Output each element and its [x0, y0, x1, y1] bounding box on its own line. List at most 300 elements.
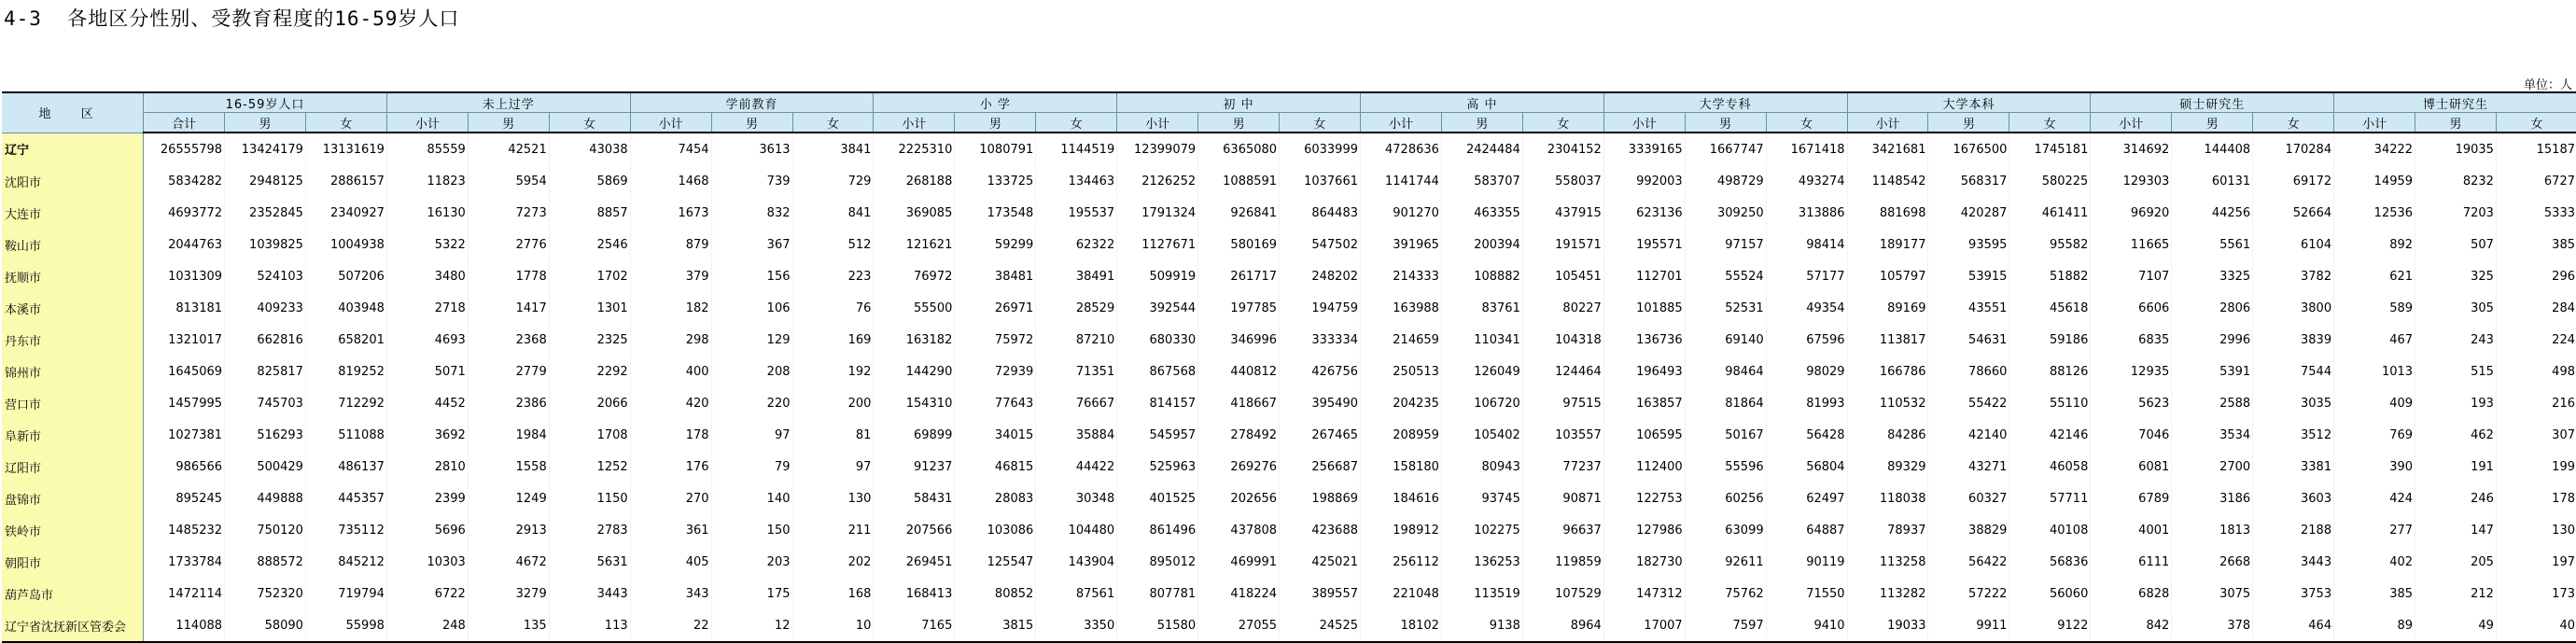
sub-header: 女: [1766, 113, 1847, 133]
value-cell: 51580: [1117, 609, 1198, 642]
value-cell: 2386: [468, 387, 549, 419]
value-cell: 84286: [1847, 419, 1928, 451]
value-cell: 147: [2415, 514, 2497, 546]
value-cell: 44422: [1036, 451, 1117, 482]
table-row: [2, 578, 2576, 609]
value-cell: 83761: [1441, 292, 1522, 324]
value-cell: 133725: [955, 165, 1036, 197]
value-cell: 1249: [468, 482, 549, 514]
value-cell: 1321017: [144, 324, 225, 356]
value-cell: 44256: [2172, 197, 2253, 229]
value-cell: 2948125: [225, 165, 306, 197]
value-cell: 1148542: [1847, 165, 1928, 197]
region-cell: 辽宁: [2, 133, 144, 165]
value-cell: 43551: [1928, 292, 2009, 324]
value-cell: 8964: [1522, 609, 1603, 642]
sub-header: 男: [1685, 113, 1766, 133]
value-cell: 62497: [1766, 482, 1847, 514]
value-cell: 623136: [1603, 197, 1685, 229]
value-cell: 269276: [1198, 451, 1280, 482]
value-cell: 525963: [1117, 451, 1198, 482]
value-cell: 124464: [1522, 356, 1603, 387]
sub-header: 女: [1036, 113, 1117, 133]
value-cell: 76667: [1036, 387, 1117, 419]
table-row: [2, 197, 2576, 229]
value-cell: 2188: [2253, 514, 2334, 546]
sub-header: 女: [305, 113, 386, 133]
value-cell: 76972: [874, 260, 955, 292]
value-cell: 278492: [1198, 419, 1280, 451]
value-cell: 296: [2496, 260, 2576, 292]
value-cell: 108882: [1441, 260, 1522, 292]
value-cell: 621: [2334, 260, 2415, 292]
value-cell: 813181: [144, 292, 225, 324]
value-cell: 129: [711, 324, 792, 356]
value-cell: 992003: [1603, 165, 1685, 197]
value-cell: 325: [2415, 260, 2497, 292]
sub-header: 小计: [1603, 113, 1685, 133]
value-cell: 34015: [955, 419, 1036, 451]
value-cell: 12399079: [1117, 133, 1198, 165]
value-cell: 12: [711, 609, 792, 642]
region-cell: 阜新市: [2, 419, 144, 451]
value-cell: 4693: [386, 324, 468, 356]
value-cell: 101885: [1603, 292, 1685, 324]
table-row: [2, 165, 2576, 197]
value-cell: 256687: [1280, 451, 1361, 482]
value-cell: 197: [2496, 546, 2576, 578]
value-cell: 192: [792, 356, 874, 387]
group-header: 16-59岁人口: [144, 92, 387, 113]
value-cell: 200: [792, 387, 874, 419]
value-cell: 881698: [1847, 197, 1928, 229]
sub-header: 小计: [2091, 113, 2172, 133]
value-cell: 2886157: [305, 165, 386, 197]
value-cell: 173548: [955, 197, 1036, 229]
value-cell: 127986: [1603, 514, 1685, 546]
value-cell: 1558: [468, 451, 549, 482]
value-cell: 861496: [1117, 514, 1198, 546]
value-cell: 12935: [2091, 356, 2172, 387]
value-cell: 1417: [468, 292, 549, 324]
region-cell: 铁岭市: [2, 514, 144, 546]
value-cell: 87210: [1036, 324, 1117, 356]
value-cell: 1791324: [1117, 197, 1198, 229]
sub-header: 男: [2172, 113, 2253, 133]
value-cell: 144408: [2172, 133, 2253, 165]
value-cell: 97: [711, 419, 792, 451]
value-cell: 926841: [1198, 197, 1280, 229]
value-cell: 3443: [2253, 546, 2334, 578]
value-cell: 5631: [549, 546, 630, 578]
value-cell: 3186: [2172, 482, 2253, 514]
value-cell: 9911: [1928, 609, 2009, 642]
value-cell: 1667747: [1685, 133, 1766, 165]
value-cell: 69899: [874, 419, 955, 451]
value-cell: 104318: [1522, 324, 1603, 356]
value-cell: 346996: [1198, 324, 1280, 356]
value-cell: 395490: [1280, 387, 1361, 419]
value-cell: 401525: [1117, 482, 1198, 514]
value-cell: 246: [2415, 482, 2497, 514]
sub-header: 女: [1522, 113, 1603, 133]
value-cell: 507: [2415, 229, 2497, 260]
value-cell: 1813: [2172, 514, 2253, 546]
value-cell: 55524: [1685, 260, 1766, 292]
region-cell: 朝阳市: [2, 546, 144, 578]
value-cell: 78937: [1847, 514, 1928, 546]
value-cell: 81864: [1685, 387, 1766, 419]
region-cell: 葫芦岛市: [2, 578, 144, 609]
table-row: [2, 546, 2576, 578]
value-cell: 205: [2415, 546, 2497, 578]
value-cell: 7165: [874, 609, 955, 642]
value-cell: 1745181: [2009, 133, 2091, 165]
value-cell: 93745: [1441, 482, 1522, 514]
value-cell: 113817: [1847, 324, 1928, 356]
value-cell: 5333: [2496, 197, 2576, 229]
table-row: [2, 260, 2576, 292]
value-cell: 5834282: [144, 165, 225, 197]
value-cell: 769: [2334, 419, 2415, 451]
value-cell: 163182: [874, 324, 955, 356]
value-cell: 425021: [1280, 546, 1361, 578]
value-cell: 369085: [874, 197, 955, 229]
value-cell: 3782: [2253, 260, 2334, 292]
value-cell: 4001: [2091, 514, 2172, 546]
sub-header: 男: [225, 113, 306, 133]
value-cell: 221048: [1361, 578, 1442, 609]
value-cell: 367: [711, 229, 792, 260]
value-cell: 284: [2496, 292, 2576, 324]
value-cell: 1004938: [305, 229, 386, 260]
value-cell: 51882: [2009, 260, 2091, 292]
value-cell: 80227: [1522, 292, 1603, 324]
value-cell: 1984: [468, 419, 549, 451]
value-cell: 986566: [144, 451, 225, 482]
value-cell: 1141744: [1361, 165, 1442, 197]
value-cell: 712292: [305, 387, 386, 419]
value-cell: 658201: [305, 324, 386, 356]
value-cell: 1702: [549, 260, 630, 292]
value-cell: 1150: [549, 482, 630, 514]
value-cell: 832: [711, 197, 792, 229]
value-cell: 113282: [1847, 578, 1928, 609]
value-cell: 2044763: [144, 229, 225, 260]
sub-header: 小计: [2334, 113, 2415, 133]
value-cell: 1301: [549, 292, 630, 324]
value-cell: 176: [630, 451, 711, 482]
value-cell: 168413: [874, 578, 955, 609]
value-cell: 75972: [955, 324, 1036, 356]
value-cell: 385: [2334, 578, 2415, 609]
value-cell: 195537: [1036, 197, 1117, 229]
value-cell: 1013: [2334, 356, 2415, 387]
value-cell: 98029: [1766, 356, 1847, 387]
value-cell: 6606: [2091, 292, 2172, 324]
value-cell: 3603: [2253, 482, 2334, 514]
value-cell: 140: [711, 482, 792, 514]
value-cell: 197785: [1198, 292, 1280, 324]
value-cell: 568317: [1928, 165, 2009, 197]
group-header: 未上过学: [386, 92, 630, 113]
value-cell: 202656: [1198, 482, 1280, 514]
value-cell: 589: [2334, 292, 2415, 324]
value-cell: 212: [2415, 578, 2497, 609]
value-cell: 464: [2253, 609, 2334, 642]
value-cell: 7046: [2091, 419, 2172, 451]
value-cell: 5561: [2172, 229, 2253, 260]
value-cell: 2066: [549, 387, 630, 419]
value-cell: 3035: [2253, 387, 2334, 419]
value-cell: 184616: [1361, 482, 1442, 514]
value-cell: 38829: [1928, 514, 2009, 546]
value-cell: 80943: [1441, 451, 1522, 482]
value-cell: 277: [2334, 514, 2415, 546]
value-cell: 1472114: [144, 578, 225, 609]
value-cell: 409: [2334, 387, 2415, 419]
value-cell: 2424484: [1441, 133, 1522, 165]
value-cell: 426756: [1280, 356, 1361, 387]
sub-header: 男: [2415, 113, 2497, 133]
value-cell: 333334: [1280, 324, 1361, 356]
value-cell: 3421681: [1847, 133, 1928, 165]
value-cell: 248202: [1280, 260, 1361, 292]
value-cell: 1252: [549, 451, 630, 482]
education-population-table: [2, 91, 2576, 643]
value-cell: 92611: [1685, 546, 1766, 578]
value-cell: 71550: [1766, 578, 1847, 609]
value-cell: 1144519: [1036, 133, 1117, 165]
value-cell: 60256: [1685, 482, 1766, 514]
value-cell: 3350: [1036, 609, 1117, 642]
value-cell: 6111: [2091, 546, 2172, 578]
value-cell: 113: [549, 609, 630, 642]
value-cell: 7107: [2091, 260, 2172, 292]
value-cell: 558037: [1522, 165, 1603, 197]
value-cell: 1645069: [144, 356, 225, 387]
value-cell: 72939: [955, 356, 1036, 387]
value-cell: 248: [386, 609, 468, 642]
value-cell: 71351: [1036, 356, 1117, 387]
value-cell: 2340927: [305, 197, 386, 229]
region-cell: 营口市: [2, 387, 144, 419]
value-cell: 3381: [2253, 451, 2334, 482]
value-cell: 5391: [2172, 356, 2253, 387]
value-cell: 163857: [1603, 387, 1685, 419]
value-cell: 1457995: [144, 387, 225, 419]
value-cell: 58431: [874, 482, 955, 514]
value-cell: 13131619: [305, 133, 386, 165]
sub-header: 女: [549, 113, 630, 133]
value-cell: 3339165: [1603, 133, 1685, 165]
value-cell: 892: [2334, 229, 2415, 260]
region-cell: 锦州市: [2, 356, 144, 387]
value-cell: 56060: [2009, 578, 2091, 609]
value-cell: 269451: [874, 546, 955, 578]
value-cell: 462: [2415, 419, 2497, 451]
sub-header: 女: [2009, 113, 2091, 133]
value-cell: 45618: [2009, 292, 2091, 324]
value-cell: 389557: [1280, 578, 1361, 609]
value-cell: 6828: [2091, 578, 2172, 609]
value-cell: 6789: [2091, 482, 2172, 514]
value-cell: 461411: [2009, 197, 2091, 229]
value-cell: 113258: [1847, 546, 1928, 578]
value-cell: 2913: [468, 514, 549, 546]
value-cell: 200394: [1441, 229, 1522, 260]
value-cell: 1733784: [144, 546, 225, 578]
value-cell: 19035: [2415, 133, 2497, 165]
value-cell: 196493: [1603, 356, 1685, 387]
value-cell: 3753: [2253, 578, 2334, 609]
value-cell: 298: [630, 324, 711, 356]
value-cell: 2588: [2172, 387, 2253, 419]
value-cell: 6104: [2253, 229, 2334, 260]
sub-header: 女: [2253, 113, 2334, 133]
value-cell: 195571: [1603, 229, 1685, 260]
value-cell: 3841: [792, 133, 874, 165]
value-cell: 418667: [1198, 387, 1280, 419]
value-cell: 2546: [549, 229, 630, 260]
value-cell: 169: [792, 324, 874, 356]
sub-header: 小计: [1361, 113, 1442, 133]
value-cell: 211: [792, 514, 874, 546]
value-cell: 6722: [386, 578, 468, 609]
value-cell: 40108: [2009, 514, 2091, 546]
table-body: [2, 133, 2576, 642]
value-cell: 1673: [630, 197, 711, 229]
value-cell: 125547: [955, 546, 1036, 578]
value-cell: 2700: [2172, 451, 2253, 482]
value-cell: 189177: [1847, 229, 1928, 260]
header-sub-row: [2, 113, 2576, 133]
value-cell: 80852: [955, 578, 1036, 609]
table-row: [2, 451, 2576, 482]
value-cell: 268188: [874, 165, 955, 197]
value-cell: 7597: [1685, 609, 1766, 642]
value-cell: 7273: [468, 197, 549, 229]
value-cell: 13424179: [225, 133, 306, 165]
value-cell: 379: [630, 260, 711, 292]
value-cell: 1027381: [144, 419, 225, 451]
value-cell: 9410: [1766, 609, 1847, 642]
value-cell: 182: [630, 292, 711, 324]
value-cell: 42140: [1928, 419, 2009, 451]
value-cell: 305: [2415, 292, 2497, 324]
value-cell: 97515: [1522, 387, 1603, 419]
value-cell: 49354: [1766, 292, 1847, 324]
region-cell: 沈阳市: [2, 165, 144, 197]
table-row: [2, 229, 2576, 260]
value-cell: 58090: [225, 609, 306, 642]
value-cell: 8232: [2415, 165, 2497, 197]
value-cell: 150: [711, 514, 792, 546]
sub-header: 男: [955, 113, 1036, 133]
value-cell: 420: [630, 387, 711, 419]
value-cell: 1127671: [1117, 229, 1198, 260]
value-cell: 15187: [2496, 133, 2576, 165]
value-cell: 392544: [1117, 292, 1198, 324]
value-cell: 901270: [1361, 197, 1442, 229]
value-cell: 6365080: [1198, 133, 1280, 165]
value-cell: 5869: [549, 165, 630, 197]
value-cell: 178: [2496, 482, 2576, 514]
value-cell: 16130: [386, 197, 468, 229]
value-cell: 2776: [468, 229, 549, 260]
value-cell: 888572: [225, 546, 306, 578]
value-cell: 343: [630, 578, 711, 609]
value-cell: 22: [630, 609, 711, 642]
value-cell: 105451: [1522, 260, 1603, 292]
value-cell: 680330: [1117, 324, 1198, 356]
value-cell: 469991: [1198, 546, 1280, 578]
value-cell: 198869: [1280, 482, 1361, 514]
value-cell: 3534: [2172, 419, 2253, 451]
value-cell: 423688: [1280, 514, 1361, 546]
value-cell: 34222: [2334, 133, 2415, 165]
value-cell: 89: [2334, 609, 2415, 642]
value-cell: 64887: [1766, 514, 1847, 546]
value-cell: 119859: [1522, 546, 1603, 578]
value-cell: 5322: [386, 229, 468, 260]
value-cell: 191571: [1522, 229, 1603, 260]
sub-header: 女: [2496, 113, 2576, 133]
value-cell: 90119: [1766, 546, 1847, 578]
value-cell: 7203: [2415, 197, 2497, 229]
value-cell: 6081: [2091, 451, 2172, 482]
sub-header: 小计: [630, 113, 711, 133]
value-cell: 77237: [1522, 451, 1603, 482]
value-cell: 105797: [1847, 260, 1928, 292]
value-cell: 825817: [225, 356, 306, 387]
value-cell: 207566: [874, 514, 955, 546]
value-cell: 199: [2496, 451, 2576, 482]
value-cell: 107529: [1522, 578, 1603, 609]
value-cell: 867568: [1117, 356, 1198, 387]
value-cell: 405: [630, 546, 711, 578]
value-cell: 524103: [225, 260, 306, 292]
value-cell: 402: [2334, 546, 2415, 578]
sub-header: 女: [1280, 113, 1361, 133]
sub-header: 小计: [1117, 113, 1198, 133]
sub-header: 小计: [1847, 113, 1928, 133]
value-cell: 270: [630, 482, 711, 514]
group-header: 大学本科: [1847, 92, 2091, 113]
value-cell: 14959: [2334, 165, 2415, 197]
value-cell: 77643: [955, 387, 1036, 419]
value-cell: 55998: [305, 609, 386, 642]
value-cell: 735112: [305, 514, 386, 546]
value-cell: 88126: [2009, 356, 2091, 387]
group-header: 大学专科: [1603, 92, 1847, 113]
value-cell: 75762: [1685, 578, 1766, 609]
value-cell: 130: [2496, 514, 2576, 546]
value-cell: 1088591: [1198, 165, 1280, 197]
value-cell: 50167: [1685, 419, 1766, 451]
value-cell: 250513: [1361, 356, 1442, 387]
value-cell: 3800: [2253, 292, 2334, 324]
value-cell: 67596: [1766, 324, 1847, 356]
value-cell: 60327: [1928, 482, 2009, 514]
value-cell: 27055: [1198, 609, 1280, 642]
value-cell: 95582: [2009, 229, 2091, 260]
value-cell: 135: [468, 609, 549, 642]
sub-header: 男: [1198, 113, 1280, 133]
value-cell: 509919: [1117, 260, 1198, 292]
value-cell: 3443: [549, 578, 630, 609]
value-cell: 175: [711, 578, 792, 609]
